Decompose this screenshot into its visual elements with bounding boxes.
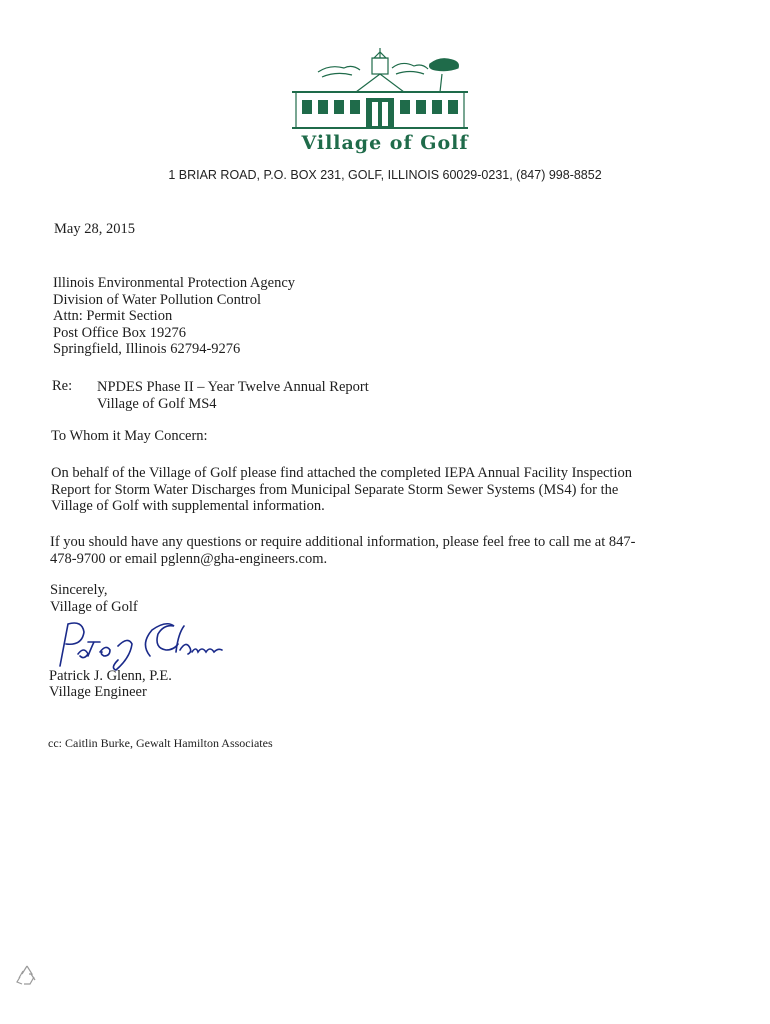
closing: Sincerely, — [50, 582, 108, 598]
paragraph-line: On behalf of the Village of Golf please find attached the completed IEPA Annual Facility Inspection — [51, 465, 632, 481]
letter-date: May 28, 2015 — [54, 221, 135, 237]
paragraph-line: If you should have any questions or require additional information, please feel free to call me at 847- — [50, 534, 636, 550]
recipient-address — [53, 275, 295, 358]
subject-line: Village of Golf MS4 — [97, 395, 217, 412]
re-label: Re: — [52, 378, 73, 394]
village-name-heading: Village of Golf — [301, 132, 469, 154]
salutation: To Whom it May Concern: — [51, 428, 208, 444]
village-hall-logo-icon — [288, 44, 472, 136]
recipient-line: Division of Water Pollution Control — [53, 291, 262, 308]
signer-title: Village Engineer — [49, 684, 147, 700]
recipient-line: Attn: Permit Section — [53, 308, 173, 324]
subject-block — [97, 379, 369, 412]
cc-line: cc: Caitlin Burke, Gewalt Hamilton Associates — [48, 736, 273, 750]
signer-name: Patrick J. Glenn, P.E. — [49, 668, 172, 684]
recipient-line: Springfield, Illinois 62794-9276 — [53, 341, 241, 357]
handwritten-signature — [54, 616, 224, 674]
paragraph-2 — [50, 534, 635, 567]
subject-line: NPDES Phase II – Year Twelve Annual Report — [97, 379, 369, 395]
recipient-line: Illinois Environmental Protection Agency — [53, 275, 296, 291]
paragraph-1 — [51, 465, 632, 515]
paragraph-line: Village of Golf with supplemental information. — [51, 498, 325, 514]
recycle-icon — [14, 962, 40, 988]
paragraph-line: 478-9700 or email pglenn@gha-engineers.com. — [50, 550, 328, 567]
closing-organization: Village of Golf — [50, 599, 138, 615]
recipient-line: Post Office Box 19276 — [53, 324, 187, 341]
paragraph-line: Report for Storm Water Discharges from Municipal Separate Storm Sewer Systems (MS4) for the — [51, 481, 619, 498]
letterhead-address: 1 BRIAR ROAD, P.O. BOX 231, GOLF, ILLINOIS 60029-0231, (847) 998-8852 — [168, 168, 602, 182]
